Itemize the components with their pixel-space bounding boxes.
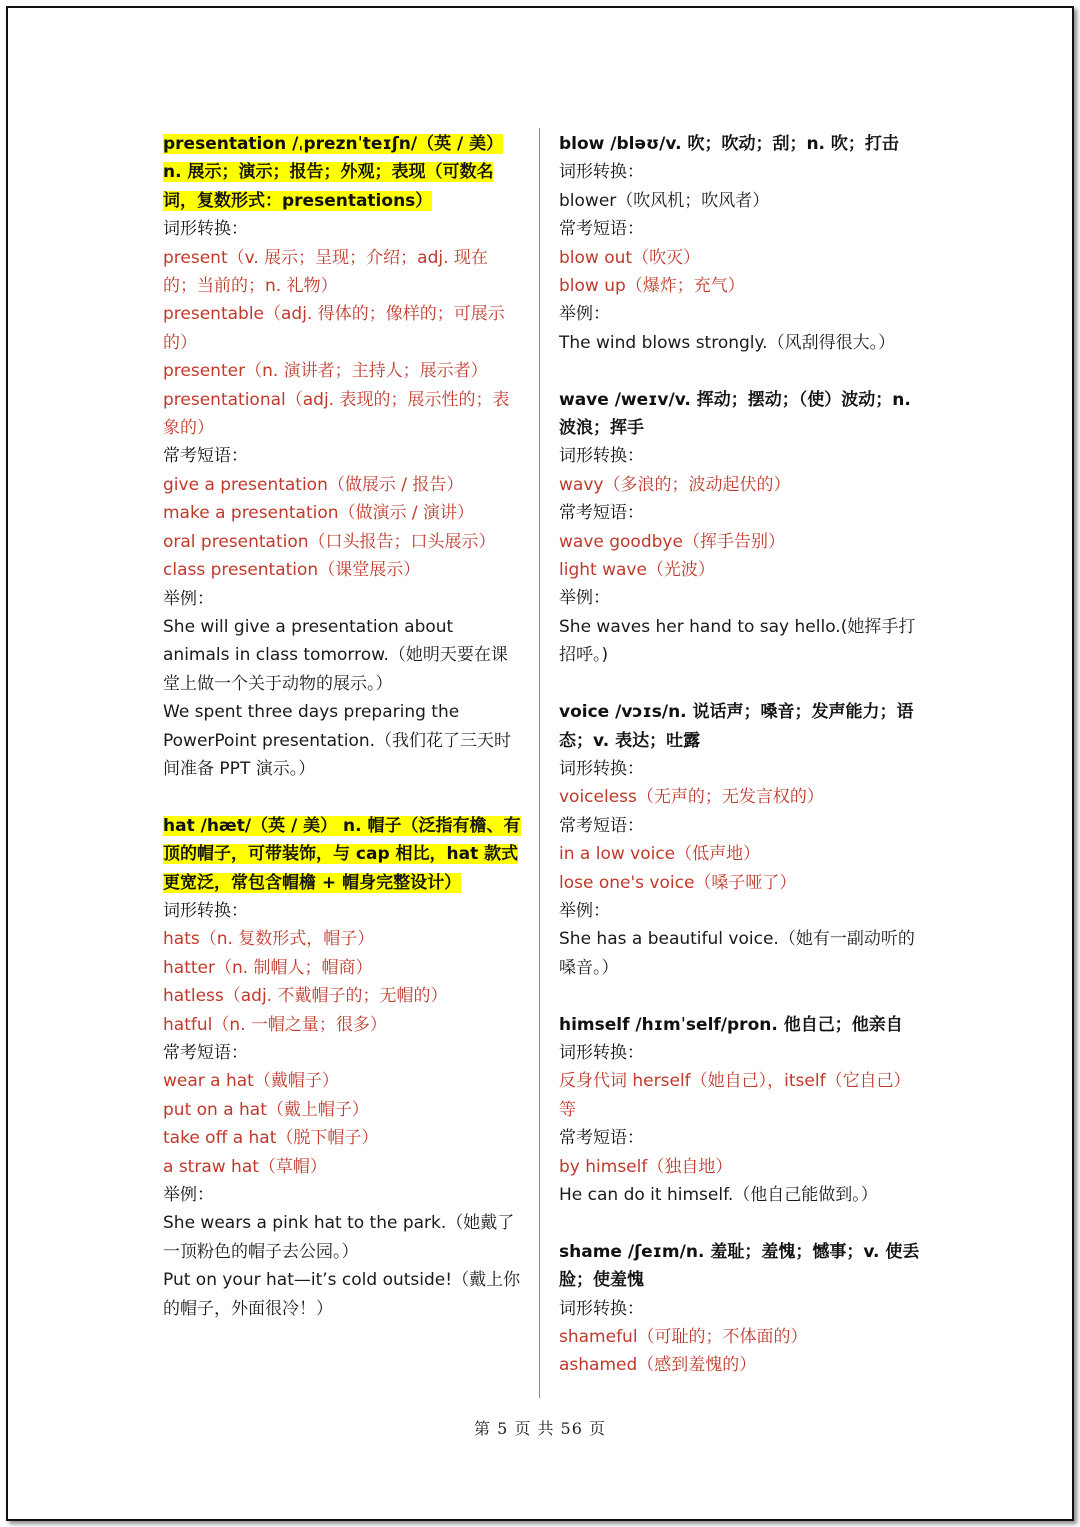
conversion-item: hatless（adj. 不戴帽子的；无帽的） [163,986,448,1007]
entry-hat [163,812,521,1323]
conversion-item: hats（n. 复数形式，帽子） [163,929,375,950]
example-sentence: Put on your hat—it’s cold outside!（戴上你的帽子，外面很冷！） [163,1270,521,1319]
conversion-item: presenter（n. 演讲者；主持人；展示者） [163,361,488,382]
entry-headword: wave /weɪv/v. 挥动；摆动；（使）波动；n. 波浪；挥手 [559,389,911,439]
phrase-item: by himself（独自地） [559,1156,733,1177]
phrase-item: blow out（吹灭） [559,247,701,268]
right-column [559,130,921,1408]
entry-headword: blow /bləʊ/v. 吹；吹动；刮；n. 吹；打击 [559,134,899,154]
example-sentence: He can do it himself.（他自己能做到。） [559,1184,878,1205]
example-label: 举例： [559,900,610,921]
phrase-item: in a low voice（低声地） [559,844,761,865]
conversion-item: presentational（adj. 表现的；展示性的；表象的） [163,389,510,439]
example-label: 举例： [163,588,214,609]
conversion-item: shameful（可耻的；不体面的） [559,1327,808,1347]
example-sentence: She will give a presentation about animals in class tomorrow.（她明天要在课堂上做一个关于动物的展示。） [163,616,508,694]
phrase-label: 常考短语： [559,503,644,524]
example-sentence: She waves her hand to say hello.(她挥手打招呼。) [559,616,916,666]
conversion-item: hatful（n. 一帽之量；很多） [163,1014,387,1035]
conversion-label: 词形转换： [559,162,644,183]
entry-headword [163,812,521,897]
phrase-item: lose one's voice（嗓子哑了） [559,872,797,893]
phrase-item: wear a hat（戴帽子） [163,1071,339,1092]
entry-presentation [163,130,521,783]
phrase-item: class presentation（课堂展示） [163,560,421,581]
conversion-item: present（v. 展示；呈现；介绍；adj. 现在的；当前的；n. 礼物） [163,247,488,297]
conversion-label: 词形转换： [559,446,644,467]
conversion-label: 词形转换： [163,219,248,240]
phrase-item: make a presentation（做演示 / 演讲） [163,503,475,524]
entry-headword: himself /hɪmˈself/pron. 他自己；他亲自 [559,1014,903,1035]
conversion-item: voiceless（无声的；无发言权的） [559,787,824,808]
phrase-label: 常考短语： [559,815,644,836]
entry-wave [559,386,921,670]
conversion-label: 词形转换： [559,1042,644,1063]
conversion-label: 词形转换： [559,1298,644,1319]
phrase-item: a straw hat（草帽） [163,1156,327,1177]
conversion-item: hatter（n. 制帽人；帽商） [163,957,373,978]
phrase-label: 常考短语： [559,219,644,240]
example-sentence: We spent three days preparing the PowerPoint presentation.（我们花了三天时间准备 PPT 演示。） [163,702,512,779]
entry-headword: shame /ʃeɪm/n. 羞耻；羞愧；憾事；v. 使丢脸；使羞愧 [559,1241,920,1291]
phrase-item: light wave（光波） [559,560,715,581]
phrase-label: 常考短语： [163,1042,248,1063]
conversion-label: 词形转换： [163,900,248,921]
entry-headword [163,130,521,215]
conversion-item: 反身代词 herself（她自己），itself（它自己）等 [559,1071,911,1120]
left-column [163,130,521,1351]
phrase-item: put on a hat（戴上帽子） [163,1099,369,1120]
example-sentence: She wears a pink hat to the park.（她戴了一顶粉色的帽子去公园。） [163,1213,515,1262]
phrase-label: 常考短语： [559,1128,644,1149]
example-label: 举例： [163,1185,214,1206]
conversion-item: blower（吹风机；吹风者） [559,190,770,211]
phrase-item: wave goodbye（挥手告别） [559,531,785,552]
example-sentence: She has a beautiful voice.（她有一副动听的嗓音。） [559,929,915,978]
phrase-label: 常考短语： [163,446,248,467]
entry-headword: voice /vɔɪs/n. 说话声；嗓音；发声能力；语态；v. 表达；吐露 [559,702,914,751]
example-label: 举例： [559,588,610,609]
entry-shame [559,1238,921,1380]
example-label: 举例： [559,304,610,325]
entry-blow [559,130,921,357]
entry-himself [559,1011,921,1210]
phrase-item: take off a hat（脱下帽子） [163,1128,379,1149]
entry-voice [559,698,921,982]
page-number-footer: 第 5 页 共 56 页 [474,1419,606,1438]
headword-text: hat /hæt/（英 / 美） n. 帽子（泛指有檐、有顶的帽子，可带装饰，与 cap 相比，hat 款式更宽泛，常包含帽檐 + 帽身完整设计） [163,815,521,893]
conversion-label: 词形转换： [559,758,644,779]
conversion-item: ashamed（感到羞愧的） [559,1355,757,1376]
headword-text: presentation /ˌpreznˈteɪʃn/（英 / 美） n. 展示；演示；报告；外观；表现（可数名词，复数形式：presentations） [163,134,504,211]
conversion-item: presentable（adj. 得体的；像样的；可展示的） [163,304,505,353]
example-sentence: The wind blows strongly.（风刮得很大。） [559,332,896,353]
phrase-item: oral presentation（口头报告；口头展示） [163,531,496,552]
column-divider [539,128,540,1398]
phrase-item: blow up（爆炸；充气） [559,276,745,297]
conversion-item: wavy（多浪的；波动起伏的） [559,474,791,495]
phrase-item: give a presentation（做展示 / 报告） [163,474,464,495]
